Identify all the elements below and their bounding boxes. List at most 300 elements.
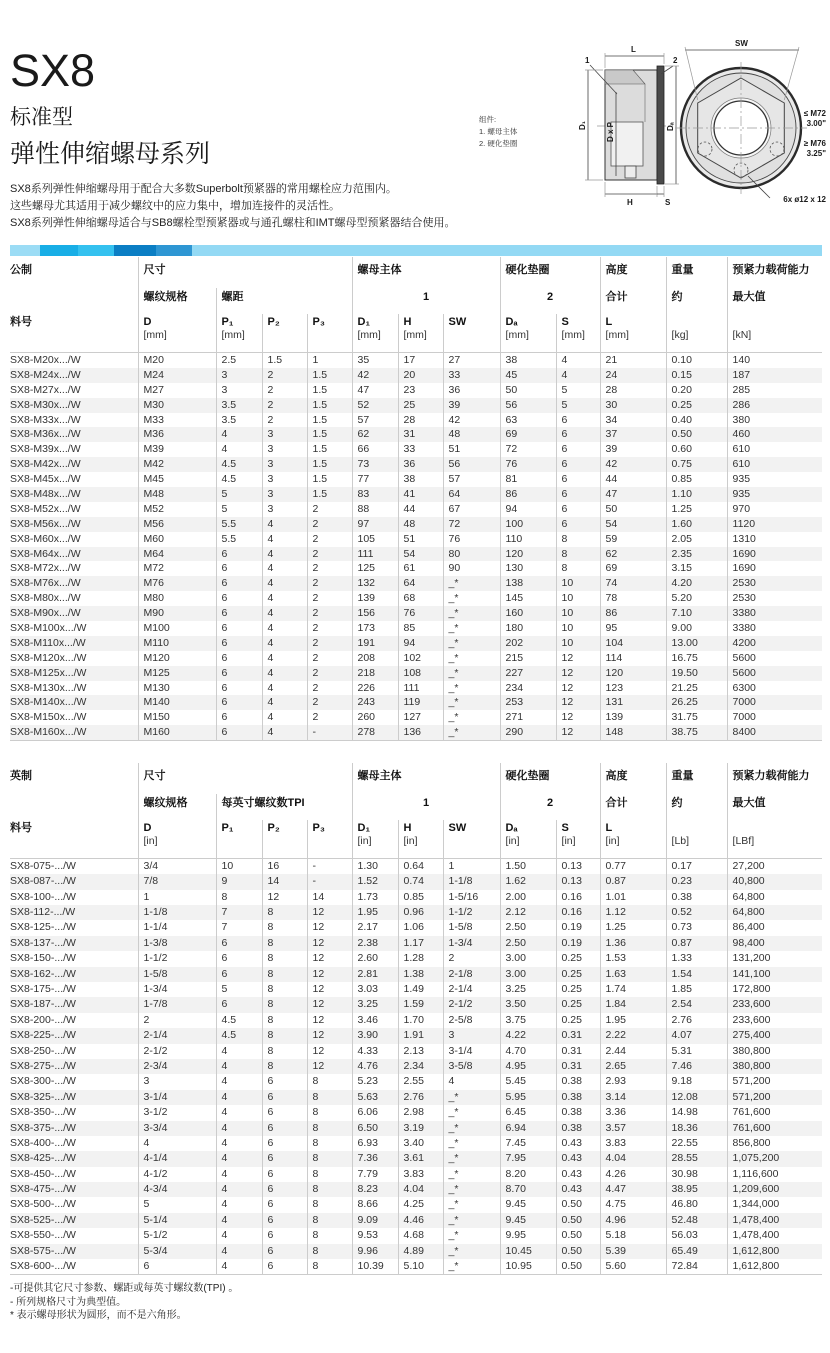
table-cell: 2 <box>262 383 307 398</box>
table-cell: 8 <box>307 1136 352 1151</box>
table-cell: 3-1/4 <box>443 1044 500 1059</box>
group-pitch: 螺距 <box>216 288 352 314</box>
table-cell: 13.00 <box>666 636 727 651</box>
table-cell: 9 <box>216 874 262 889</box>
table-cell: 83 <box>352 487 398 502</box>
table-cell: 77 <box>352 472 398 487</box>
table-cell: _* <box>443 1167 500 1182</box>
table-cell: M39 <box>138 442 216 457</box>
table-cell: 10 <box>556 591 600 606</box>
table-cell: SX8-400-.../W <box>10 1136 76 1149</box>
table-cell: 0.13 <box>556 874 600 889</box>
note-large-size-line2: 3.25" <box>806 149 826 158</box>
table-cell: 7.46 <box>666 1059 727 1074</box>
column-header: D [in] <box>138 820 216 859</box>
table-cell: 39 <box>600 442 666 457</box>
table-cell: 160 <box>500 606 556 621</box>
table-cell: SX8-087-.../W <box>10 875 76 888</box>
table-cell: 148 <box>600 725 666 740</box>
table-cell: 6 <box>216 561 262 576</box>
table-cell: 0.43 <box>556 1182 600 1197</box>
table-cell: 7.95 <box>500 1151 556 1166</box>
table-cell: 9.53 <box>352 1228 398 1243</box>
column-header: 料号 <box>10 314 138 353</box>
table-cell: 3 <box>262 472 307 487</box>
table-cell: 0.60 <box>666 442 727 457</box>
table-cell: 0.16 <box>556 890 600 905</box>
table-cell: 78 <box>600 591 666 606</box>
table-cell: 6 <box>216 621 262 636</box>
table-cell: 6 <box>216 666 262 681</box>
table-row <box>10 457 822 472</box>
table-cell: 4.95 <box>500 1059 556 1074</box>
table-cell: SX8-M125x.../W <box>10 666 87 679</box>
table-cell: 0.38 <box>556 1090 600 1105</box>
table-cell: 0.50 <box>556 1244 600 1259</box>
table-cell: SX8-425-.../W <box>10 1152 76 1165</box>
table-cell: 233,600 <box>727 1013 822 1028</box>
table-cell: _* <box>443 695 500 710</box>
ext-line <box>685 47 698 100</box>
table-cell: 2.34 <box>398 1059 443 1074</box>
technical-drawing <box>475 30 827 212</box>
table-cell: 52.48 <box>666 1213 727 1228</box>
table-cell: 253 <box>500 695 556 710</box>
table-row <box>10 1167 822 1182</box>
table-cell: 6 <box>216 547 262 562</box>
table-cell: SX8-M20x.../W <box>10 354 81 367</box>
table-cell: SX8-250-.../W <box>10 1044 76 1057</box>
table-cell: 6 <box>216 997 262 1012</box>
table-cell: 1.62 <box>500 874 556 889</box>
table-cell: 1.54 <box>666 967 727 982</box>
table-cell: 57 <box>443 472 500 487</box>
table-cell: 8 <box>262 920 307 935</box>
table-row <box>10 576 822 591</box>
table-cell: 0.31 <box>556 1059 600 1074</box>
table-cell: 8 <box>262 936 307 951</box>
table-row <box>10 561 822 576</box>
table-cell: 4.04 <box>600 1151 666 1166</box>
table-cell: SX8-150-.../W <box>10 952 76 965</box>
table-cell: 2 <box>307 502 352 517</box>
table-cell: 2.5 <box>216 353 262 368</box>
table-cell: 2.50 <box>500 936 556 951</box>
table-cell: 2 <box>443 951 500 966</box>
table-cell: 5.10 <box>398 1259 443 1275</box>
table-cell: SX8-075-.../W <box>10 860 76 873</box>
table-cell: 0.64 <box>398 859 443 875</box>
table-row <box>10 905 822 920</box>
table-cell: _* <box>443 1121 500 1136</box>
table-cell: 215 <box>500 651 556 666</box>
table-cell: 233,600 <box>727 997 822 1012</box>
table-row <box>10 472 822 487</box>
table-cell: SX8-275-.../W <box>10 1059 76 1072</box>
table-cell: 6 <box>556 427 600 442</box>
table-cell: 4.70 <box>500 1044 556 1059</box>
table-cell: 4 <box>556 368 600 383</box>
table-cell: 3 <box>262 502 307 517</box>
table-cell: 6 <box>216 710 262 725</box>
table-cell: 85 <box>398 621 443 636</box>
table-cell: 2-1/8 <box>443 967 500 982</box>
table-cell: 54 <box>600 517 666 532</box>
table-cell: 4.25 <box>398 1197 443 1212</box>
group-washer: 硬化垫圈 <box>500 763 600 794</box>
table-cell: 86,400 <box>727 920 822 935</box>
group-thread-spec: 螺纹规格 <box>138 288 216 314</box>
table-cell: 4.89 <box>398 1244 443 1259</box>
spacer-cell <box>10 794 138 820</box>
table-cell: SX8-M42x.../W <box>10 458 81 471</box>
drawing-legend-item-2: 2. 硬化垫圈 <box>479 139 518 148</box>
table-cell: 54 <box>398 547 443 562</box>
table-cell: 1,478,400 <box>727 1213 822 1228</box>
table-cell: 1.85 <box>666 982 727 997</box>
table-cell: 5.5 <box>216 532 262 547</box>
table-cell: 2 <box>307 606 352 621</box>
table-cell: 6.50 <box>352 1121 398 1136</box>
table-cell: M24 <box>138 368 216 383</box>
column-header: P₃ <box>307 314 352 353</box>
table-cell: 2 <box>307 651 352 666</box>
footnotes <box>10 1282 822 1323</box>
table-cell: 2 <box>307 636 352 651</box>
table-cell: 1.60 <box>666 517 727 532</box>
table-cell: _* <box>443 636 500 651</box>
table-cell: M110 <box>138 636 216 651</box>
table-cell: 0.25 <box>556 982 600 997</box>
table-cell: 16.75 <box>666 651 727 666</box>
table-cell: 1.36 <box>600 936 666 951</box>
table-cell: 39 <box>443 398 500 413</box>
table-cell: 1.95 <box>600 1013 666 1028</box>
table-cell: SX8-M30x.../W <box>10 398 81 411</box>
table-cell: 2.13 <box>398 1044 443 1059</box>
table-cell: 3 <box>262 427 307 442</box>
table-cell: 4 <box>216 427 262 442</box>
table-cell: 3/4 <box>138 859 216 875</box>
table-cell: 5600 <box>727 651 822 666</box>
table-cell: 2 <box>262 398 307 413</box>
table-cell: 1.06 <box>398 920 443 935</box>
table-row <box>10 502 822 517</box>
table-cell: 72 <box>500 442 556 457</box>
footnote-line: * 表示螺母形状为圆形，而不是六角形。 <box>10 1310 187 1322</box>
table-cell: 4.5 <box>216 1013 262 1028</box>
table-cell: 2 <box>307 547 352 562</box>
column-header: Dₐ [mm] <box>500 314 556 353</box>
table-cell: 1-3/4 <box>138 982 216 997</box>
table-cell: 4.04 <box>398 1182 443 1197</box>
column-header: SW <box>443 820 500 859</box>
table-cell: 4 <box>216 1244 262 1259</box>
table-cell: M64 <box>138 547 216 562</box>
table-cell: 2-3/4 <box>138 1059 216 1074</box>
table-cell: 8 <box>262 997 307 1012</box>
table-cell: 97 <box>352 517 398 532</box>
table-cell: 2 <box>307 695 352 710</box>
table-cell: 1-3/4 <box>443 936 500 951</box>
table-cell: 105 <box>352 532 398 547</box>
table-cell: 202 <box>500 636 556 651</box>
table-cell: SX8-100-.../W <box>10 890 76 903</box>
table-cell: 12 <box>556 681 600 696</box>
table-cell: 571,200 <box>727 1074 822 1089</box>
group-weight: 重量 <box>666 763 727 794</box>
column-header: S [mm] <box>556 314 600 353</box>
table-cell: 12 <box>307 1013 352 1028</box>
table-cell: 6 <box>262 1182 307 1197</box>
table-cell: 80 <box>443 547 500 562</box>
table-cell: 4 <box>262 517 307 532</box>
table-cell: 5.39 <box>600 1244 666 1259</box>
table-cell: M130 <box>138 681 216 696</box>
table-cell: 0.50 <box>556 1197 600 1212</box>
table-cell: 111 <box>398 681 443 696</box>
table-cell: 970 <box>727 502 822 517</box>
table-cell: _* <box>443 1182 500 1197</box>
group-load-sub: 最大值 <box>727 794 822 820</box>
table-cell: 72.84 <box>666 1259 727 1275</box>
table-cell: 95 <box>600 621 666 636</box>
group-size: 尺寸 <box>138 763 352 794</box>
callout-1-label: 1 <box>585 56 590 65</box>
column-header: P₁ [mm] <box>216 314 262 353</box>
table-cell: 2 <box>307 591 352 606</box>
table-cell: 28 <box>398 413 443 428</box>
table-cell: 0.87 <box>600 874 666 889</box>
table-row <box>10 967 822 982</box>
column-header: D₁ [mm] <box>352 314 398 353</box>
table-cell: 4 <box>216 1074 262 1089</box>
table-cell: 2 <box>307 517 352 532</box>
table-cell: 35 <box>352 353 398 368</box>
table-cell: 1,612,800 <box>727 1259 822 1275</box>
table-cell: 2 <box>307 666 352 681</box>
table-cell: SX8-M140x.../W <box>10 696 87 709</box>
table-cell: 4.76 <box>352 1059 398 1074</box>
table-cell: 208 <box>352 651 398 666</box>
table-cell: 2.22 <box>600 1028 666 1043</box>
table-cell: 65.49 <box>666 1244 727 1259</box>
table-cell: SX8-550-.../W <box>10 1229 76 1242</box>
table-cell: 9.45 <box>500 1213 556 1228</box>
table-cell: 6.93 <box>352 1136 398 1151</box>
table-cell: 0.50 <box>556 1228 600 1243</box>
table-cell: SX8-M36x.../W <box>10 428 81 441</box>
table-cell: 5 <box>216 502 262 517</box>
region-label: 英制 <box>10 769 32 782</box>
table-cell: SX8-600-.../W <box>10 1259 138 1275</box>
table-cell: 4-1/4 <box>138 1151 216 1166</box>
table-cell: 3.25 <box>352 997 398 1012</box>
table-cell: 33 <box>398 442 443 457</box>
table-cell: 48 <box>398 517 443 532</box>
table-cell: 114 <box>600 651 666 666</box>
table-cell: 18.36 <box>666 1121 727 1136</box>
table-cell: 4 <box>216 1197 262 1212</box>
table-cell: SX8-M60x.../W <box>10 532 81 545</box>
table-cell: 132 <box>352 576 398 591</box>
table-cell: 6 <box>216 936 262 951</box>
table-cell: 275,400 <box>727 1028 822 1043</box>
table-cell: 3.15 <box>666 561 727 576</box>
table-cell: 1-5/8 <box>138 967 216 982</box>
table-cell: 3-5/8 <box>443 1059 500 1074</box>
table-cell: 0.38 <box>556 1121 600 1136</box>
table-cell: 120 <box>600 666 666 681</box>
group-load-sub: 最大值 <box>727 288 822 314</box>
table-cell: 2.54 <box>666 997 727 1012</box>
table-cell: 227 <box>500 666 556 681</box>
table-cell: M27 <box>138 383 216 398</box>
table-row <box>10 859 822 875</box>
table-cell: 610 <box>727 457 822 472</box>
table-cell: 123 <box>600 681 666 696</box>
table-cell: 1.5 <box>307 427 352 442</box>
table-cell: 12 <box>307 936 352 951</box>
table-cell: 3.40 <box>398 1136 443 1151</box>
table-cell: M60 <box>138 532 216 547</box>
table-cell: 1,209,600 <box>727 1182 822 1197</box>
table-cell: 10.95 <box>500 1259 556 1275</box>
table-cell: 1-1/4 <box>138 920 216 935</box>
table-cell: 4 <box>262 591 307 606</box>
table-cell: - <box>307 725 352 740</box>
group-weight: 重量 <box>666 257 727 288</box>
column-header: D [mm] <box>138 314 216 353</box>
table-cell: 6 <box>556 442 600 457</box>
table-cell: 2.00 <box>500 890 556 905</box>
table-cell: 1.25 <box>600 920 666 935</box>
table-cell: M100 <box>138 621 216 636</box>
table-cell: 6 <box>556 413 600 428</box>
table-cell: 0.38 <box>666 890 727 905</box>
table-cell: 130 <box>500 561 556 576</box>
table-cell: 1690 <box>727 561 822 576</box>
table-cell: 0.87 <box>666 936 727 951</box>
table-cell: 3 <box>216 368 262 383</box>
table-row <box>10 1059 822 1074</box>
table-cell: 1,116,600 <box>727 1167 822 1182</box>
table-cell: 8 <box>307 1121 352 1136</box>
table-cell: SX8-475-.../W <box>10 1183 76 1196</box>
table-cell: 4 <box>216 442 262 457</box>
group-weight-sub: 约 <box>666 288 727 314</box>
table-cell: 2.76 <box>398 1090 443 1105</box>
table-row <box>10 936 822 951</box>
table-cell: M20 <box>138 353 216 368</box>
table-cell: SX8-300-.../W <box>10 1075 76 1088</box>
table-cell: 17 <box>398 353 443 368</box>
table-cell: 6.94 <box>500 1121 556 1136</box>
table-cell: 571,200 <box>727 1090 822 1105</box>
table-row <box>10 1044 822 1059</box>
table-cell: _* <box>443 1136 500 1151</box>
table-cell: 5 <box>216 487 262 502</box>
table-cell: 0.19 <box>556 920 600 935</box>
table-row <box>10 427 822 442</box>
table-cell: _* <box>443 1244 500 1259</box>
table-cell: 0.10 <box>666 353 727 368</box>
table-cell: 9.18 <box>666 1074 727 1089</box>
group-washer-number: 2 <box>500 794 600 820</box>
table-cell: 33 <box>443 368 500 383</box>
table-cell: 8 <box>307 1074 352 1089</box>
table-cell: 4 <box>216 1213 262 1228</box>
table-cell: 8 <box>262 1044 307 1059</box>
table-cell: 1-1/8 <box>443 874 500 889</box>
accent-bar-segment <box>156 245 192 256</box>
table-cell: 8 <box>307 1182 352 1197</box>
table-cell: 3380 <box>727 621 822 636</box>
description-line: SX8系列弹性伸缩螺母适合与SB8螺栓型预紧器或与通孔螺柱和IMT螺母型预紧器结合使用。 <box>10 216 456 229</box>
table-cell: 5.5 <box>216 517 262 532</box>
hardened-washer <box>657 66 664 184</box>
table-cell: 8 <box>556 532 600 547</box>
table-cell: 6 <box>262 1136 307 1151</box>
table-cell: 8 <box>556 561 600 576</box>
table-cell: 27,200 <box>727 859 822 875</box>
table-cell: 0.13 <box>556 859 600 875</box>
table-cell: 1.5 <box>307 472 352 487</box>
table-cell: 8 <box>262 1013 307 1028</box>
table-cell: 1 <box>443 859 500 875</box>
table-cell: 5.45 <box>500 1074 556 1089</box>
table-cell: 9.96 <box>352 1244 398 1259</box>
table-cell: M80 <box>138 591 216 606</box>
table-cell: M48 <box>138 487 216 502</box>
table-cell: 0.25 <box>556 997 600 1012</box>
drawing-legend-title: 组件: <box>479 115 497 124</box>
table-cell: 1-7/8 <box>138 997 216 1012</box>
column-header: [Lb] <box>666 820 727 859</box>
table-cell: 3.5 <box>216 413 262 428</box>
group-height: 高度 <box>600 257 666 288</box>
table-cell: 5.20 <box>666 591 727 606</box>
table-cell: 2 <box>307 561 352 576</box>
table-cell: 31 <box>398 427 443 442</box>
table-cell: 139 <box>600 710 666 725</box>
table-cell: 4.47 <box>600 1182 666 1197</box>
table-cell: 2.44 <box>600 1044 666 1059</box>
table-cell: 64 <box>443 487 500 502</box>
table-cell: 38.75 <box>666 725 727 740</box>
table-cell: 12 <box>556 725 600 740</box>
table-cell: 1120 <box>727 517 822 532</box>
table-cell: 7/8 <box>138 874 216 889</box>
table-row <box>10 1105 822 1120</box>
table-cell: 3.14 <box>600 1090 666 1105</box>
table-cell: 52 <box>352 398 398 413</box>
table-cell: SX8-M64x.../W <box>10 547 81 560</box>
table-cell: 14 <box>307 890 352 905</box>
table-cell: 94 <box>398 636 443 651</box>
column-header: H [mm] <box>398 314 443 353</box>
table-cell: 5.18 <box>600 1228 666 1243</box>
table-cell: M56 <box>138 517 216 532</box>
table-cell: 191 <box>352 636 398 651</box>
table-cell: 12 <box>556 666 600 681</box>
table-cell: 8 <box>307 1259 352 1275</box>
table-cell: 104 <box>600 636 666 651</box>
table-cell: 0.77 <box>600 859 666 875</box>
group-washer-number: 2 <box>500 288 600 314</box>
table-cell: 4.5 <box>216 457 262 472</box>
table-cell: 4 <box>216 1136 262 1151</box>
